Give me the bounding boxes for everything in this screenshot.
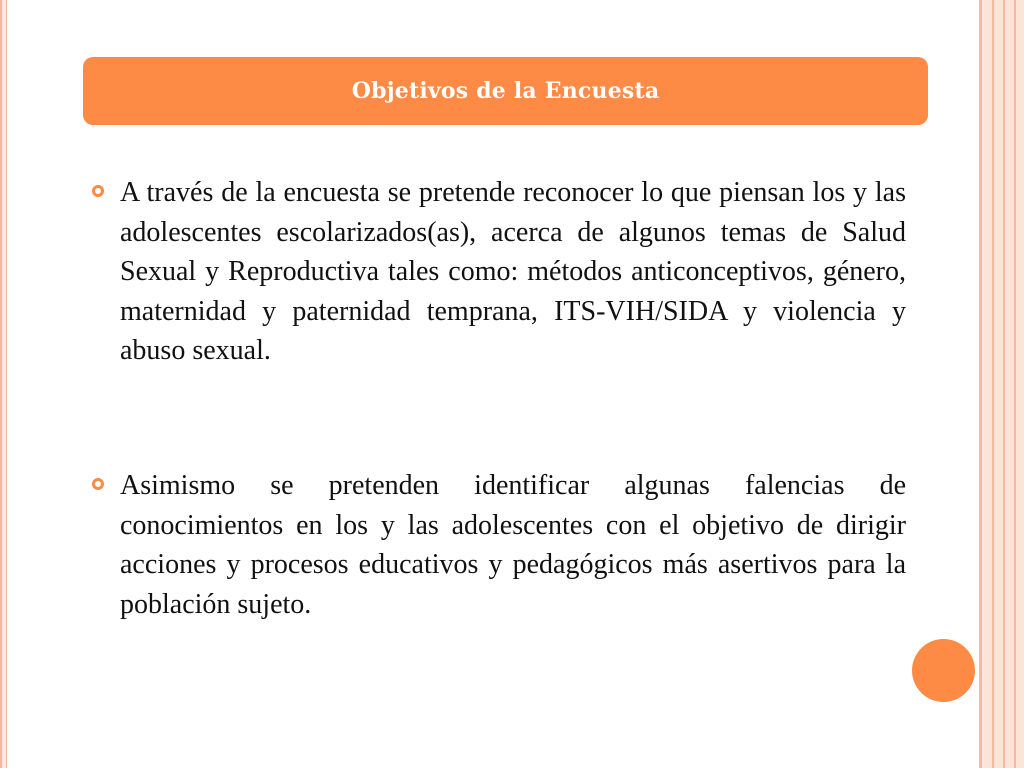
circle-bullet-icon [92, 185, 104, 197]
bullet-text: Asimismo se pretenden identificar algunas falencias de conocimientos en los y las adolescentes con el objetivo de dirigir acciones y procesos educativos y pedagógicos más asertivos para la población sujeto. [120, 470, 906, 620]
slide-title: Objetivos de la Encuesta [351, 78, 660, 104]
bullet-item [92, 173, 906, 371]
left-border-decoration [0, 0, 7, 768]
right-stripes-decoration [979, 0, 1024, 768]
bullet-text: A través de la encuesta se pretende reconocer lo que piensan los y las adolescentes escolarizados(as), acerca de algunos temas de Salud Sexual y Reproductiva tales como: métodos anticonceptivos, género, maternidad y paternidad temprana, ITS-VIH/SIDA y violencia y abuso sexual. [120, 177, 906, 366]
circle-bullet-icon [92, 478, 104, 490]
title-bar [83, 57, 928, 125]
bullet-item [92, 466, 906, 624]
decorative-circle-icon [912, 639, 975, 702]
